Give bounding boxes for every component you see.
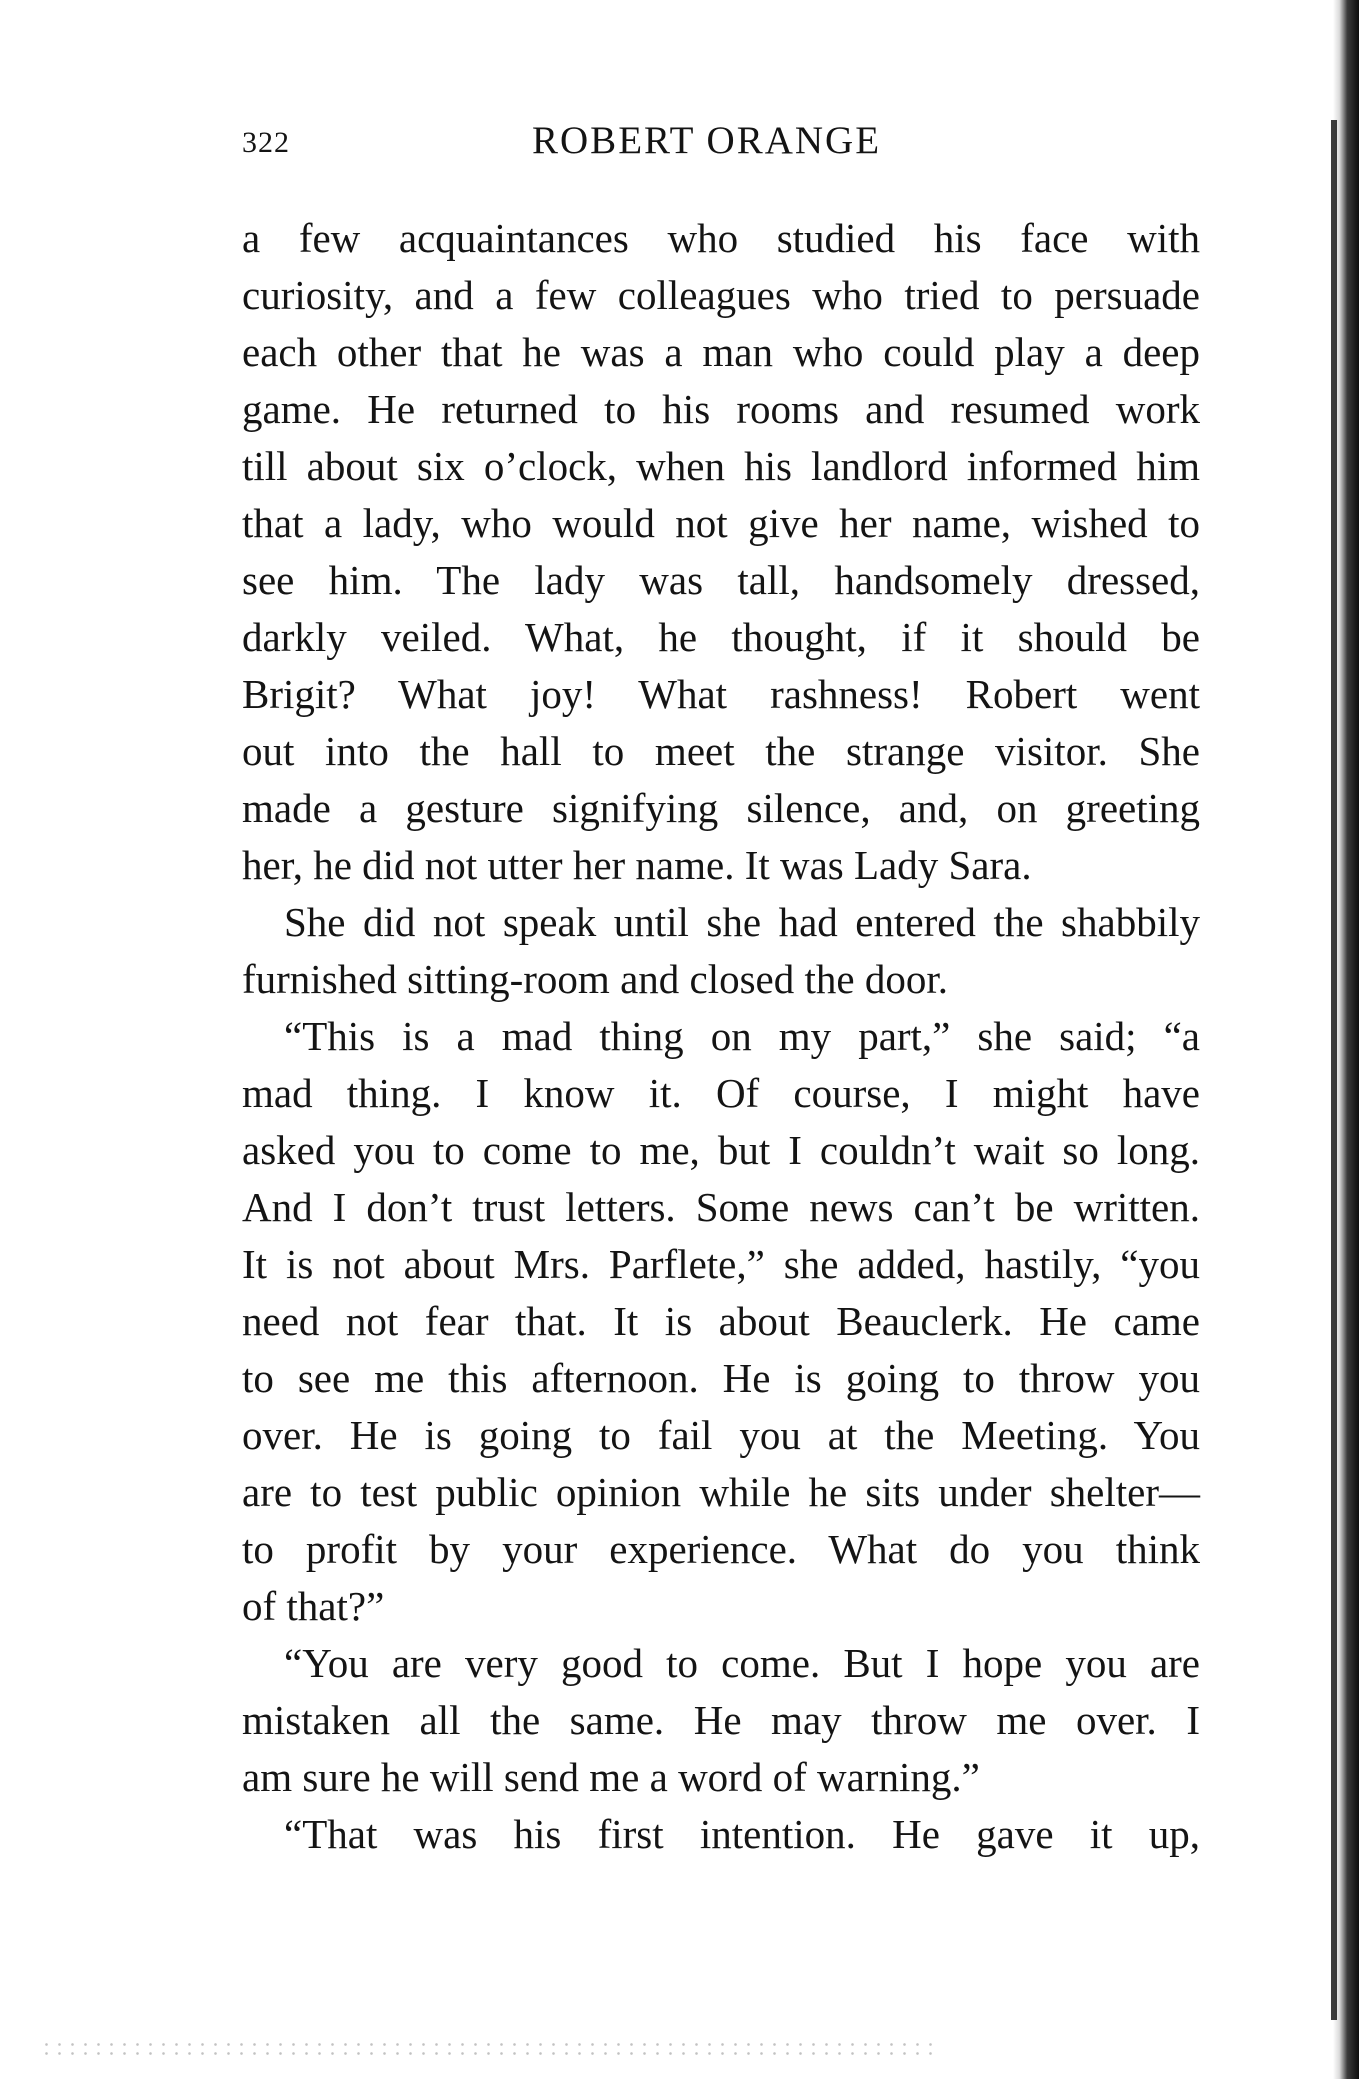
text-line: to profit by your experience. What do you think bbox=[242, 1526, 1200, 1572]
text-line: to see me this afternoon. He is going to throw you bbox=[242, 1355, 1200, 1401]
text-line: curiosity, and a few colleagues who tried to persuade bbox=[242, 272, 1200, 318]
text-line: And I don’t trust letters. Some news can’t be written. bbox=[242, 1184, 1200, 1230]
text-line: are to test public opinion while he sits under shelter— bbox=[242, 1469, 1200, 1515]
page-header bbox=[242, 118, 1202, 168]
running-title: ROBERT ORANGE bbox=[532, 119, 882, 162]
text-line: It is not about Mrs. Parflete,” she added, hastily, “you bbox=[242, 1241, 1200, 1287]
text-line: need not fear that. It is about Beauclerk. He came bbox=[242, 1298, 1200, 1344]
text-line: mad thing. I know it. Of course, I might have bbox=[242, 1070, 1200, 1116]
text-line: asked you to come to me, but I couldn’t wait so long. bbox=[242, 1127, 1200, 1173]
text-line: She did not speak until she had entered the shabbily bbox=[284, 899, 1200, 945]
text-line: see him. The lady was tall, handsomely dressed, bbox=[242, 557, 1200, 603]
text-line: Brigit? What joy! What rashness! Robert went bbox=[242, 671, 1200, 717]
text-line: mistaken all the same. He may throw me over. I bbox=[242, 1697, 1200, 1743]
text-line: of that?” bbox=[242, 1583, 385, 1629]
text-line: made a gesture signifying silence, and, on greeting bbox=[242, 785, 1200, 831]
text-line: till about six o’clock, when his landlord informed him bbox=[242, 443, 1200, 489]
text-line: “That was his first intention. He gave it up, bbox=[284, 1811, 1200, 1857]
text-line: furnished sitting-room and closed the door. bbox=[242, 956, 948, 1002]
text-line: game. He returned to his rooms and resumed work bbox=[242, 386, 1200, 432]
page-number: 322 bbox=[242, 126, 290, 159]
text-line: “This is a mad thing on my part,” she said; “a bbox=[284, 1013, 1200, 1059]
text-line: over. He is going to fail you at the Meeting. You bbox=[242, 1412, 1200, 1458]
text-line: that a lady, who would not give her name, wished to bbox=[242, 500, 1200, 546]
text-line: a few acquaintances who studied his face with bbox=[242, 215, 1200, 261]
body-text bbox=[242, 210, 1200, 1863]
text-line: darkly veiled. What, he thought, if it should be bbox=[242, 614, 1200, 660]
binding-edge-line bbox=[1331, 120, 1337, 2020]
text-line: “You are very good to come. But I hope you are bbox=[284, 1640, 1200, 1686]
text-line: out into the hall to meet the strange visitor. She bbox=[242, 728, 1200, 774]
text-line: am sure he will send me a word of warning.” bbox=[242, 1754, 980, 1800]
text-line: her, he did not utter her name. It was Lady Sara. bbox=[242, 842, 1032, 888]
scan-specks bbox=[40, 2040, 940, 2060]
text-line: each other that he was a man who could play a deep bbox=[242, 329, 1200, 375]
